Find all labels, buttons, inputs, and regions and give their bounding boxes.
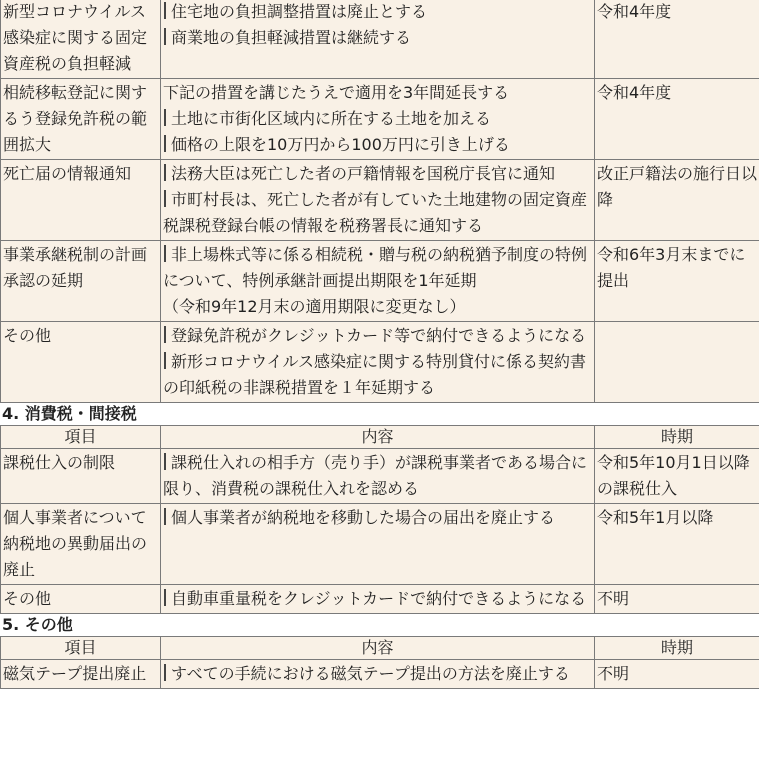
content-text: 市町村長は、死亡した者が有していた土地建物の固定資産税課税登録台帳の情報を税務署長に通知する (163, 190, 588, 235)
cell-timing: 令和5年10月1日以降の課税仕入 (595, 449, 759, 504)
content-line (163, 25, 592, 51)
bullet-bar-icon (164, 190, 166, 207)
bullet-bar-icon (164, 589, 166, 606)
cell-content (161, 504, 595, 585)
content-line (163, 242, 592, 294)
cell-timing: 令和4年度 (595, 79, 759, 160)
bullet-bar-icon (164, 508, 166, 525)
cell-item: 事業承継税制の計画承認の延期 (1, 241, 161, 322)
content-text: （令和9年12月末の適用期限に変更なし） (163, 297, 466, 316)
cell-item: 新型コロナウイルス感染症に関する固定資産税の負担軽減 (1, 0, 161, 79)
bullet-bar-icon (164, 164, 166, 181)
section-4-heading: 4. 消費税・間接税 (0, 403, 759, 425)
cell-timing: 令和5年1月以降 (595, 504, 759, 585)
bullet-bar-icon (164, 326, 166, 343)
table-other (0, 636, 759, 689)
cell-timing (595, 322, 759, 403)
cell-content (161, 585, 595, 614)
bullet-bar-icon (164, 352, 166, 369)
table-header-row (1, 637, 759, 660)
cell-content (161, 322, 595, 403)
cell-content (161, 660, 595, 689)
bullet-bar-icon (164, 28, 166, 45)
content-line (163, 661, 592, 687)
table-consumption-tax (0, 425, 759, 614)
content-text: すべての手続における磁気テープ提出の方法を廃止する (171, 664, 570, 683)
table-row (1, 585, 759, 614)
content-text: 価格の上限を10万円から100万円に引き上げる (171, 135, 510, 154)
content-line (163, 0, 592, 25)
cell-timing: 改正戸籍法の施行日以降 (595, 160, 759, 241)
cell-timing: 不明 (595, 660, 759, 689)
cell-item: 相続移転登記に関するう登録免許税の範囲拡大 (1, 79, 161, 160)
column-header-item: 項目 (1, 426, 161, 449)
cell-content (161, 160, 595, 241)
bullet-bar-icon (164, 2, 166, 19)
cell-timing: 令和6年3月末までに提出 (595, 241, 759, 322)
table-body (1, 0, 759, 403)
content-text: 自動車重量税をクレジットカードで納付できるようになる (171, 589, 587, 608)
content-text: 下記の措置を講じたうえで適用を3年間延長する (163, 83, 510, 102)
table-row (1, 504, 759, 585)
content-line (163, 586, 592, 612)
column-header-timing: 時期 (595, 426, 759, 449)
bullet-bar-icon (164, 664, 166, 681)
content-line (163, 450, 592, 502)
column-header-item: 項目 (1, 637, 161, 660)
bullet-bar-icon (164, 245, 166, 262)
content-line (163, 323, 592, 349)
table-row (1, 0, 759, 79)
content-line (163, 187, 592, 239)
table-row (1, 79, 759, 160)
content-line (163, 106, 592, 132)
bullet-bar-icon (164, 135, 166, 152)
cell-item: 課税仕入の制限 (1, 449, 161, 504)
content-line (163, 161, 592, 187)
content-line (163, 505, 592, 531)
column-header-content: 内容 (161, 637, 595, 660)
content-line (163, 132, 592, 158)
cell-content (161, 449, 595, 504)
table-row (1, 322, 759, 403)
content-text: 新形コロナウイルス感染症に関する特別貸付に係る契約書の印紙税の非課税措置を１年延期する (163, 352, 587, 397)
cell-item: 死亡届の情報通知 (1, 160, 161, 241)
section-5-heading: 5. その他 (0, 614, 759, 636)
content-text: 住宅地の負担調整措置は廃止とする (171, 2, 428, 21)
column-header-timing: 時期 (595, 637, 759, 660)
content-line (163, 349, 592, 401)
cell-item: 磁気テープ提出廃止 (1, 660, 161, 689)
content-text: 土地に市街化区域内に所在する土地を加える (171, 109, 492, 128)
table-header-row (1, 426, 759, 449)
bullet-bar-icon (164, 109, 166, 126)
cell-content (161, 241, 595, 322)
cell-item: 個人事業者について納税地の異動届出の廃止 (1, 504, 161, 585)
cell-timing: 不明 (595, 585, 759, 614)
cell-item: その他 (1, 322, 161, 403)
content-text: 非上場株式等に係る相続税・贈与税の納税猶予制度の特例について、特例承継計画提出期限を1年延期 (163, 245, 588, 290)
content-text: 法務大臣は死亡した者の戸籍情報を国税庁長官に通知 (171, 164, 556, 183)
cell-item: その他 (1, 585, 161, 614)
table-row (1, 160, 759, 241)
cell-content (161, 79, 595, 160)
cell-timing: 令和4年度 (595, 0, 759, 79)
cell-content (161, 0, 595, 79)
table-body (1, 660, 759, 689)
content-text: 課税仕入れの相手方（売り手）が課税事業者である場合に限り、消費税の課税仕入れを認める (163, 453, 588, 498)
content-text: 商業地の負担軽減措置は継続する (171, 28, 412, 47)
content-text: 個人事業者が納税地を移動した場合の届出を廃止する (171, 508, 556, 527)
table-row (1, 660, 759, 689)
bullet-bar-icon (164, 453, 166, 470)
content-text: 登録免許税がクレジットカード等で納付できるようになる (171, 326, 587, 345)
table-row (1, 449, 759, 504)
table-row (1, 241, 759, 322)
column-header-content: 内容 (161, 426, 595, 449)
content-line (163, 294, 592, 320)
content-line (163, 80, 592, 106)
table-body (1, 449, 759, 614)
